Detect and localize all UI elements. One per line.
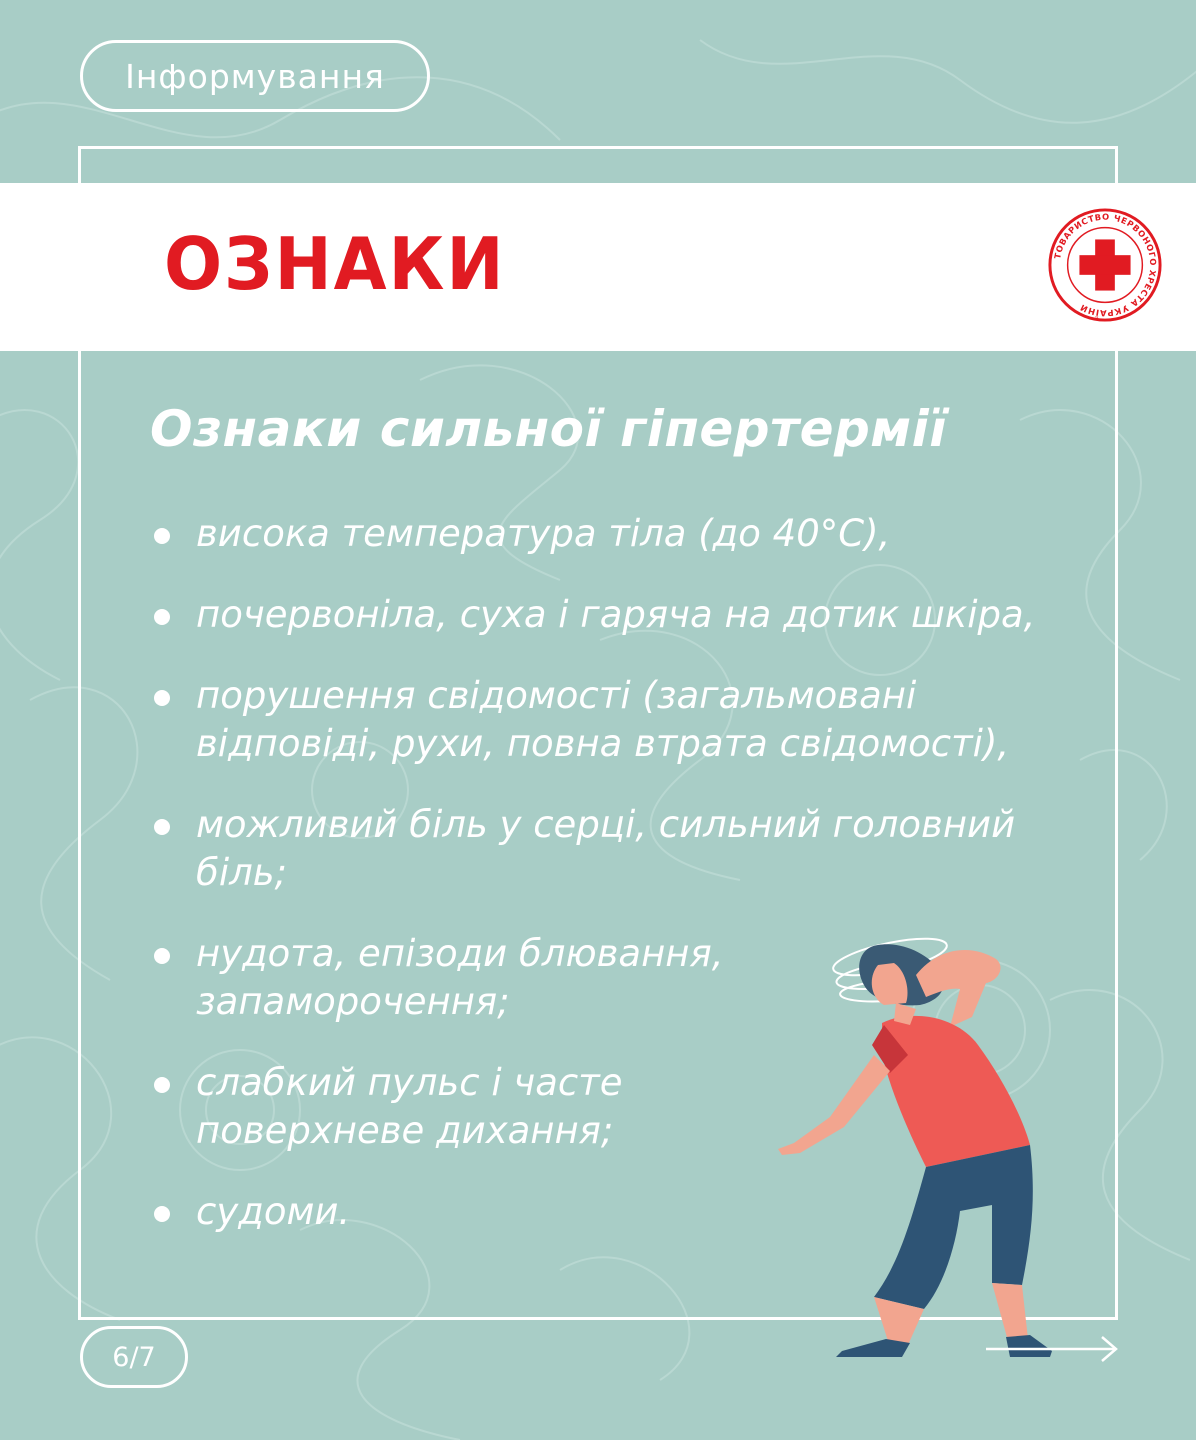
category-tag [80,40,430,112]
list-item-text: судоми. [196,1190,351,1233]
list-item-text: відповіді, рухи, повна втрата свідомості), [196,722,1010,765]
list-item [150,801,1110,897]
list-item-text: нудота, епізоди блювання, [196,932,724,975]
list-item-text: запаморочення; [196,980,510,1023]
bullet-icon [154,528,170,544]
page-indicator-label: 6/7 [112,1341,156,1373]
list-item-text: порушення свідомості (загальмовані [196,674,917,717]
category-tag-label: Інформування [125,56,385,96]
bullet-icon [154,948,170,964]
list-item-text: можливий біль у серці, сильний головний [196,803,1016,846]
list-item-text: почервоніла, суха і гаряча на дотик шкіра, [196,593,1036,636]
list-item-text: слабкий пульс і часте [196,1061,623,1104]
list-item [150,591,1110,639]
bullet-icon [154,819,170,835]
list-item-text: поверхневе дихання; [196,1109,614,1152]
list-item [150,510,1110,558]
arrow-right-icon[interactable] [984,1334,1120,1364]
bullet-icon [154,1077,170,1093]
bullet-icon [154,690,170,706]
page-indicator [80,1326,188,1388]
section-heading: Ознаки сильної гіпертермії [150,400,947,458]
bullet-icon [154,1206,170,1222]
page-title: ОЗНАКИ [164,222,506,306]
red-cross-logo [1046,206,1164,324]
list-item-text: висока температура тіла (до 40°С), [196,512,891,555]
bullet-icon [154,609,170,625]
list-item [150,672,1110,768]
list-item-text: біль; [196,851,288,894]
logo-ring-text: ТОВАРИСТВО ЧЕРВОНОГО ХРЕСТА УКРАЇНИ [1052,211,1159,319]
dizzy-woman-illustration [760,905,1080,1375]
